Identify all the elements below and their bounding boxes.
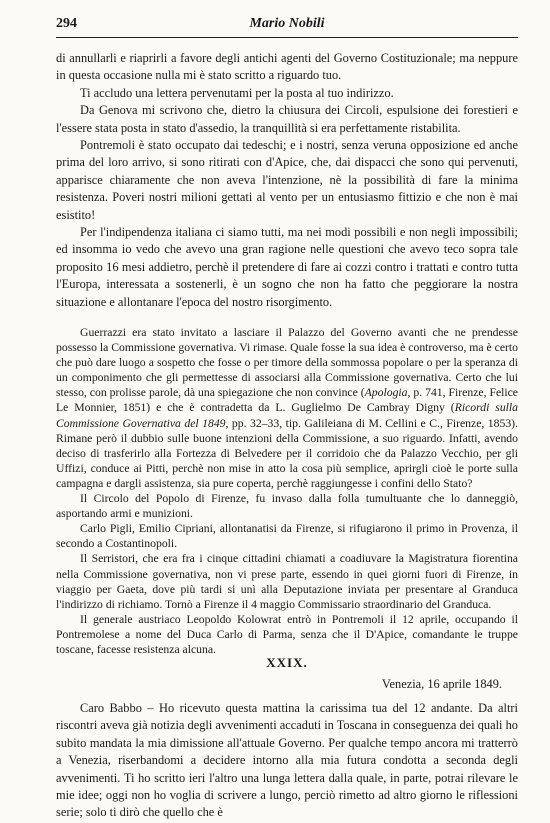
- footnote-text: , pp. 32–33, tip. Galileiana di M. Cellini e C., Firenze, 1853). Rimane però il dubbio sulle buone intenzioni della Commissione, a suo riguardo. Infatti, avendo deciso di trasferirlo alla Fortezza di Belvedere per il corridoio che da Palazzo Vecchio, per gli Uffizi, conduce ai Pitti, perchè non mise in atto la cosa più semplice, aprirgli cioè le porte sulla campagna e dargli assistenza, sia pure coperta, perchè raggiungesse i confini dello Stato?: [56, 416, 518, 490]
- letter-paragraph: Caro Babbo – Ho ricevuto questa mattina la carissima tua del 12 andante. Da altri riscontri aveva già notizia degli avvenimenti accaduti in Toscana in conseguenza dei quali ho subito mandata la mia dimissione all'attuale Governo. Per qualche tempo ancora mi tratterrò a Venezia, riserbandomi a decidere intorno alla mia futura condotta a seconda degli avvenimenti. Ti ho scritto ieri l'altro una lunga lettera dalla quale, in parte, potrai rilevare le mie idee; oggi non ho voglia di scrivere a lungo, perciò rimetto ad altro giorno le riflessioni serie; solo ti dirò che quello che è: [56, 701, 518, 820]
- footnote: Il generale austriaco Leopoldo Kolowrat entrò in Pontremoli il 12 aprile, occupando il Pontremolese a nome del Duca Carlo di Parma, senza che il D'Apice, comandante le truppe toscane, facesse resistenza alcuna.: [56, 612, 518, 656]
- footnote-text: , p. 741, Firenze, Felice Le Monnier, 1851) e che è contradetta da L. Guglielmo De Cambray Digny (: [56, 386, 518, 415]
- footnote-text: Guerrazzi era stato invitato a lasciare il Palazzo del Governo avanti che ne prendesse possesso la Commissione governativa. Vi rimase. Quale fosse la sua idea è controverso, ma è certo che può dare luogo a sospetto che fosse o per timore della sommossa popolare o per la speranza di un componimento che gli permettesse di associarsi alla Commissione governativa. Certo che lui stesso, con prolisse parole, dà una spiegazione che non convince (: [56, 326, 518, 400]
- footnote: Il Circolo del Popolo di Firenze, fu invaso dalla folla tumultuante che lo danneggiò, asportando armi e munizioni.: [56, 492, 518, 521]
- running-title: Mario Nobili: [249, 16, 325, 31]
- footnote-title: Ricordi sulla Commissione Governativa del 1849: [56, 401, 518, 430]
- footnote: Carlo Pigli, Emilio Cipriani, allontanatisi da Firenze, si rifugiarono il primo in Provenza, il secondo a Costantinopoli.: [56, 522, 518, 551]
- main-text: [56, 50, 518, 311]
- footnote: [56, 325, 518, 491]
- footnote: Il Serristori, che era fra i cinque cittadini chiamati a coadiuvare la Magistratura fiorentina nella Commissione governativa, non vi prese parte, essendo in quei giorni fuori di Firenze, in viaggio per Gaeta, dove più tardi si unì alla Deputazione inviata per presentare al Granduca l'indirizzo di richiamo. Tornò a Firenze il 4 maggio Commissario straordinario del Granduca.: [56, 552, 518, 611]
- footnote-title: Apologia: [364, 386, 408, 400]
- page-number: 294: [56, 16, 77, 31]
- footnotes: [56, 325, 518, 657]
- letter-body: [56, 700, 518, 822]
- paragraph: Pontremoli è stato occupato dai tedeschi; e i nostri, senza veruna opposizione ed anche prima del loro arrivo, si sono ritirati con d'Apice, che, dai dispacci che sono qui pervenuti, apparisce chiaramente che non aveva l'intenzione, nè la possibilità di fare la minima resistenza. Poveri nostri milioni gettati al vento per un entusiasmo fittizio e che non è mai esistito!: [56, 138, 518, 222]
- header-rule: [56, 37, 518, 38]
- page-header: [56, 14, 518, 36]
- paragraph: Per l'indipendenza italiana ci siamo tutti, ma nei modi possibili e non negli impossibili; ed insomma io vedo che avevo una gran ragione nelle questioni che avevo teco sopra tale proposito 16 mesi addietro, perchè il pretendere di fare ai cozzi contro i trattati e contro tutta l'Europa, interessata a sostenerli, è un sogno che non ha fatto che peggiorare la nostra situazione e allontanare l'epoca del nostro risorgimento.: [56, 225, 518, 309]
- paragraph: di annullarli e riaprirli a favore degli antichi agenti del Governo Costituzionale; ma neppure in questa occasione nulla mi è stato scritto a riguardo tuo.: [56, 51, 518, 83]
- letter-dateline: Venezia, 16 aprile 1849.: [381, 677, 502, 691]
- section-number: XXIX.: [266, 655, 308, 670]
- paragraph: Da Genova mi scrivono che, dietro la chiusura dei Circoli, espulsione dei forestieri e l'essere stata posta in stato d'assedio, la tranquillità si era perfettamente ristabilita.: [56, 103, 518, 135]
- paragraph: Ti accludo una lettera pervenutami per la posta al tuo indirizzo.: [80, 85, 394, 100]
